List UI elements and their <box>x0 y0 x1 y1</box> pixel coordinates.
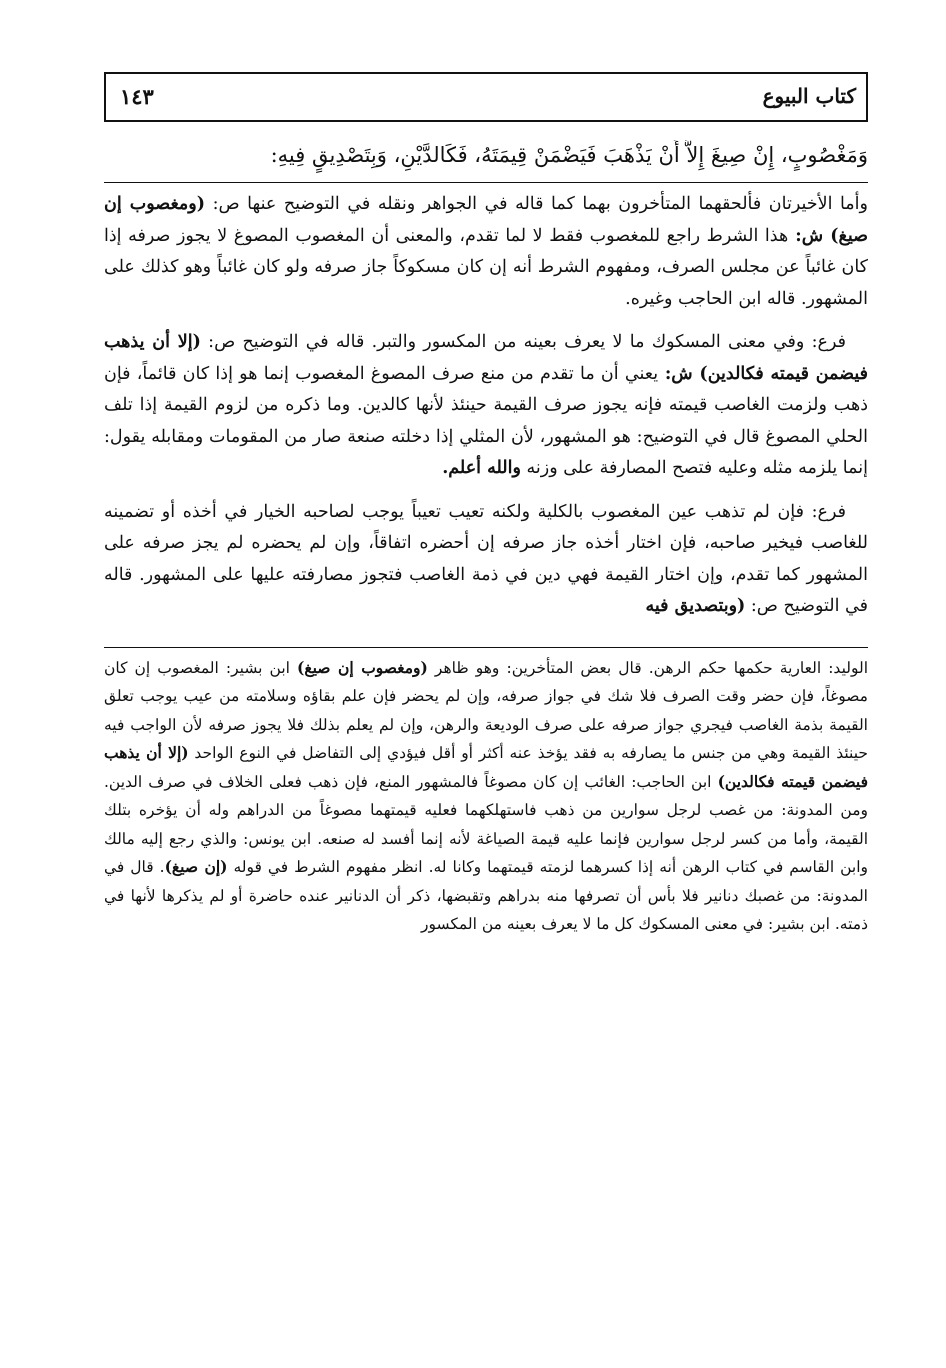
footnote-text: ابن بشير: المغصوب إن كان مصوغاً، فإن حضر وقت الصرف فلا شك في جواز صرفه، وإن لم يحضر فإن علم بقاؤه وسلامته من عيب يوجب تعلق القيمة بذمة الغاصب فيجري جواز صرفه على صرف الوديعة والرهن، وإن لم يعلم بذلك فلا يجوز صرفه لأن الواجب فيه حينئذ القيمة وهي من جنس ما يصارفه به فقد يؤخذ عنه أكثر أو أقل فيؤدي إلى التفاضل في النوع الواحد <box>104 658 868 762</box>
matn-quote: (ومغصوب إن صيغ) <box>104 194 868 246</box>
footnote-text: الوليد: العارية حكمها حكم الرهن. قال بعض المتأخرين: وهو ظاهر <box>427 658 868 677</box>
footnote-body <box>104 654 868 1124</box>
matn-separator <box>104 182 868 183</box>
paragraph-text: هذا الشرط راجع للمغصوب فقط لا لما تقدم، والمعنى أن المغصوب المصوغ لا يجوز صرفه إذا كان غائباً عن مجلس الصرف، ومفهوم الشرط أنه إن كان مسكوكاً جاز صرفه ولو كان غائباً وهو كذلك على المشهور. قاله ابن الحاجب وغيره. <box>104 225 868 309</box>
footnote-separator <box>104 647 868 648</box>
matn-quote: (إلا أن يذهب فيضمن قيمته فكالدين) <box>104 743 868 791</box>
sharh-marker: ش: <box>788 225 831 246</box>
paragraph-text: فرع: فإن لم تذهب عين المغصوب بالكلية ولكنه تعيب تعيباً يوجب لصاحبه الخيار في أخذه أو تضمينه للغاصب فيخير صاحبه، فإن اختار أخذه جاز صرفه إن أحضره اتفاقاً، وإن لم يحضره لم يجز صرفه على المشهور كما تقدم، وإن اختار القيمة فهي دين في ذمة الغاصب فتجوز مصارفته عليها على المشهور. قاله في التوضيح ص: <box>104 501 868 616</box>
closing-phrase: والله أعلم. <box>442 458 521 478</box>
paragraph-2 <box>104 327 868 485</box>
matn-text: وَمَغْصُوبٍ، إِنْ صِيغَ إِلاَّ أَنْ يَذْهَبَ فَيَضْمَنْ قِيمَتَهُ، فَكَالدَّيْنِ، وَبِتَصْدِيقٍ فِيهِ: <box>270 143 868 167</box>
sharh-marker: ش: <box>658 363 700 384</box>
footnote-text: ابن الحاجب: الغائب إن كان مصوغاً فالمشهور المنع، فإن ذهب فعلى الخلاف في صرف الدين. ومن المدونة: من غصب لرجل سوارين من ذهب فاستهلكهما فعليه قيمتهما مصوغاً من الدراهم وله أن يؤخره بتلك القيمة، وأما من كسر لرجل سوارين فإنما عليه قيمة الصياغة لأنه إنما أفسد له صنعه. ابن يونس: والذي رجع إليه مالك وابن القاسم في كتاب الرهن أنه إذا كسرهما لزمته قيمتهما وكانا له. انظر مفهوم الشرط في قوله <box>104 772 868 876</box>
paragraph-text: فرع: وفي معنى المسكوك ما لا يعرف بعينه من المكسور والتبر. قاله في التوضيح ص: <box>200 332 846 352</box>
paragraph-text: وأما الأخيرتان فألحقهما المتأخرون بهما كما قاله في الجواهر ونقله في التوضيح عنها ص: <box>205 194 868 214</box>
matn-quote: (إلا أن يذهب فيضمن قيمته فكالدين) <box>104 332 868 384</box>
matn-quote: (إن صيغ) <box>164 857 228 876</box>
footnote-paragraph <box>104 654 868 939</box>
page-header <box>104 72 868 122</box>
book-page <box>104 72 868 1342</box>
footnote-text: . قال في المدونة: من غصبك دنانير فلا بأس أن تصرفها منه بدراهم وتقبضها، ذكر أن الدنانير عنده حاضرة أو لم يذكرها لأنها في ذمته. ابن بشير: في معنى المسكوك كل ما لا يعرف بعينه من المكسور <box>104 858 868 933</box>
matn-quote: (وبتصديق فيه <box>645 596 746 616</box>
commentary-body <box>104 189 868 623</box>
matn-quote: (ومغصوب إن صيغ) <box>297 657 428 677</box>
page-number: ١٤٣ <box>120 84 154 109</box>
chapter-title: كتاب البيوع <box>762 84 856 108</box>
paragraph-1 <box>104 189 868 315</box>
paragraph-text: يعني أن ما تقدم من منع صرف المصوغ المغصوب إنما هو إذا كان قائماً، فإن ذهب ولزمت الغاصب قيمته فإنه يجوز صرف القيمة حينئذ لأنها كالدين. وما ذكره من لزوم القيمة إذا تلف الحلي المصوغ قال في التوضيح: هو المشهور، لأن المثلي إذا دخلته صنعة صار من المقومات ومقابله يقول: إنما يلزمه مثله وعليه فتصح المصارفة على وزنه <box>104 363 868 478</box>
paragraph-3 <box>104 497 868 623</box>
